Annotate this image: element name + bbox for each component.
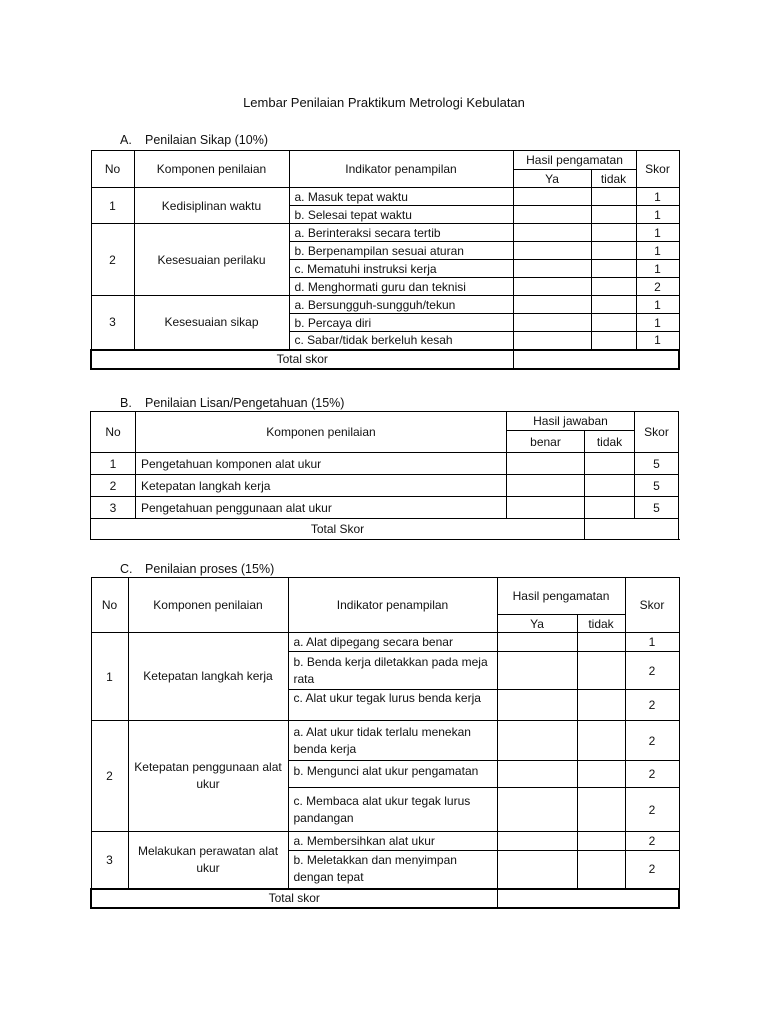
indikator-text: b. Mengunci alat ukur pengamatan [293,764,479,778]
header-no: No [91,151,134,188]
row-skor: 2 [625,832,679,851]
row-komponen: Pengetahuan komponen alat ukur [136,453,507,475]
ya-cell[interactable] [513,260,591,278]
header-skor: Skor [636,151,679,188]
tidak-cell[interactable] [577,761,625,788]
tidak-cell[interactable] [591,206,636,224]
tidak-cell[interactable] [591,242,636,260]
benar-cell[interactable] [507,453,585,475]
row-indikator: a. Membersihkan alat ukur [288,832,497,851]
row-skor: 2 [625,851,679,889]
indikator-text: c. Alat ukur tegak lurus benda kerja [293,691,481,705]
row-indikator [288,690,497,721]
tidak-cell[interactable] [591,314,636,332]
tidak-cell[interactable] [591,260,636,278]
page-title: Lembar Penilaian Praktikum Metrologi Kebulatan [243,95,525,110]
tidak-cell[interactable] [577,721,625,761]
header-komponen: Komponen penilaian [134,151,289,188]
row-indikator: a. Berinteraksi secara tertib [289,224,513,242]
ya-cell[interactable] [497,832,577,851]
header-hasil: Hasil jawaban [507,412,635,431]
tidak-cell[interactable] [577,851,625,889]
section-b-heading [120,396,344,410]
tidak-cell[interactable] [591,296,636,314]
section-a-table [90,150,680,370]
row-no: 3 [91,832,128,889]
row-indikator: b. Selesai tepat waktu [289,206,513,224]
row-indikator: b. Meletakkan dan menyimpan dengan tepat [288,851,497,889]
row-skor: 1 [636,260,679,278]
header-komponen: Komponen penilaian [136,412,507,453]
row-komponen: Ketepatan langkah kerja [136,475,507,497]
header-tidak: tidak [591,170,636,188]
ya-cell[interactable] [497,788,577,832]
row-indikator: a. Alat dipegang secara benar [288,633,497,652]
section-c-table [90,577,680,909]
row-skor: 1 [636,206,679,224]
header-no: No [91,578,128,633]
row-no: 2 [91,224,134,296]
row-indikator: b. Benda kerja diletakkan pada meja rata [288,652,497,690]
header-hasil: Hasil pengamatan [513,151,636,170]
section-a-heading [120,133,268,147]
row-skor: 2 [636,278,679,296]
section-c-letter: C. [120,562,133,576]
row-no: 1 [91,188,134,224]
row-komponen: Pengetahuan penggunaan alat ukur [136,497,507,519]
row-komponen: Melakukan perawatan alat ukur [128,832,288,889]
tidak-cell[interactable] [585,453,635,475]
row-skor: 5 [635,453,679,475]
row-komponen: Ketepatan langkah kerja [128,633,288,721]
section-a-letter: A. [120,133,132,147]
header-indikator: Indikator penampilan [289,151,513,188]
tidak-cell[interactable] [577,652,625,690]
ya-cell[interactable] [497,633,577,652]
total-label: Total Skor [91,519,585,540]
row-no: 1 [91,453,136,475]
section-c-title: Penilaian proses (15%) [145,562,275,576]
row-skor: 5 [635,475,679,497]
ya-cell[interactable] [513,296,591,314]
header-skor: Skor [635,412,679,453]
ya-cell[interactable] [497,761,577,788]
header-no: No [91,412,136,453]
ya-cell[interactable] [497,652,577,690]
row-indikator: d. Menghormati guru dan teknisi [289,278,513,296]
row-skor: 2 [625,761,679,788]
tidak-cell[interactable] [591,278,636,296]
row-indikator: c. Sabar/tidak berkeluh kesah [289,332,513,350]
tidak-cell[interactable] [591,332,636,350]
row-indikator: a. Bersungguh-sungguh/tekun [289,296,513,314]
total-value-cell[interactable] [497,889,679,908]
row-skor: 1 [636,332,679,350]
ya-cell[interactable] [513,332,591,350]
ya-cell[interactable] [513,314,591,332]
section-b-letter: B. [120,396,132,410]
row-skor: 1 [636,188,679,206]
ya-cell[interactable] [513,206,591,224]
row-indikator: c. Mematuhi instruksi kerja [289,260,513,278]
ya-cell[interactable] [513,278,591,296]
tidak-cell[interactable] [591,188,636,206]
row-skor: 2 [625,652,679,690]
row-indikator: c. Membaca alat ukur tegak lurus pandangan [288,788,497,832]
benar-cell[interactable] [507,475,585,497]
header-skor: Skor [625,578,679,633]
header-hasil: Hasil pengamatan [497,578,625,615]
row-skor: 1 [636,242,679,260]
section-b-table [90,411,679,540]
header-ya: Ya [513,170,591,188]
row-no: 3 [91,497,136,519]
row-indikator: b. Percaya diri [289,314,513,332]
header-komponen: Komponen penilaian [128,578,288,633]
ya-cell[interactable] [513,188,591,206]
row-skor: 2 [625,690,679,721]
ya-cell[interactable] [497,721,577,761]
tidak-cell[interactable] [585,475,635,497]
ya-cell[interactable] [513,224,591,242]
row-indikator: a. Alat ukur tidak terlalu menekan benda kerja [288,721,497,761]
section-a-title: Penilaian Sikap (10%) [145,133,268,147]
header-benar: benar [507,431,585,453]
tidak-cell[interactable] [577,633,625,652]
row-indikator [288,761,497,788]
row-indikator: a. Masuk tepat waktu [289,188,513,206]
row-skor: 5 [635,497,679,519]
row-skor: 2 [625,788,679,832]
tidak-cell[interactable] [577,788,625,832]
row-skor: 1 [636,314,679,332]
row-skor: 1 [625,633,679,652]
row-skor: 1 [636,224,679,242]
benar-cell[interactable] [507,497,585,519]
row-komponen: Kedisiplinan waktu [134,188,289,224]
row-komponen: Kesesuaian perilaku [134,224,289,296]
ya-cell[interactable] [513,242,591,260]
tidak-cell[interactable] [591,224,636,242]
header-tidak: tidak [577,615,625,633]
row-skor: 1 [636,296,679,314]
row-no: 3 [91,296,134,350]
row-komponen: Kesesuaian sikap [134,296,289,350]
row-no: 1 [91,633,128,721]
tidak-cell[interactable] [585,497,635,519]
row-no: 2 [91,475,136,497]
total-label: Total skor [91,889,497,908]
total-label: Total skor [91,350,513,369]
tidak-cell[interactable] [577,690,625,721]
ya-cell[interactable] [497,690,577,721]
row-komponen: Ketepatan penggunaan alat ukur [128,721,288,832]
ya-cell[interactable] [497,851,577,889]
tidak-cell[interactable] [577,832,625,851]
section-b-title: Penilaian Lisan/Pengetahuan (15%) [145,396,345,410]
header-tidak: tidak [585,431,635,453]
total-value-cell[interactable] [585,519,679,540]
section-c-heading [120,562,274,576]
row-indikator: b. Berpenampilan sesuai aturan [289,242,513,260]
row-skor: 2 [625,721,679,761]
header-indikator: Indikator penampilan [288,578,497,633]
row-no: 2 [91,721,128,832]
total-value-cell[interactable] [513,350,679,369]
header-ya: Ya [497,615,577,633]
